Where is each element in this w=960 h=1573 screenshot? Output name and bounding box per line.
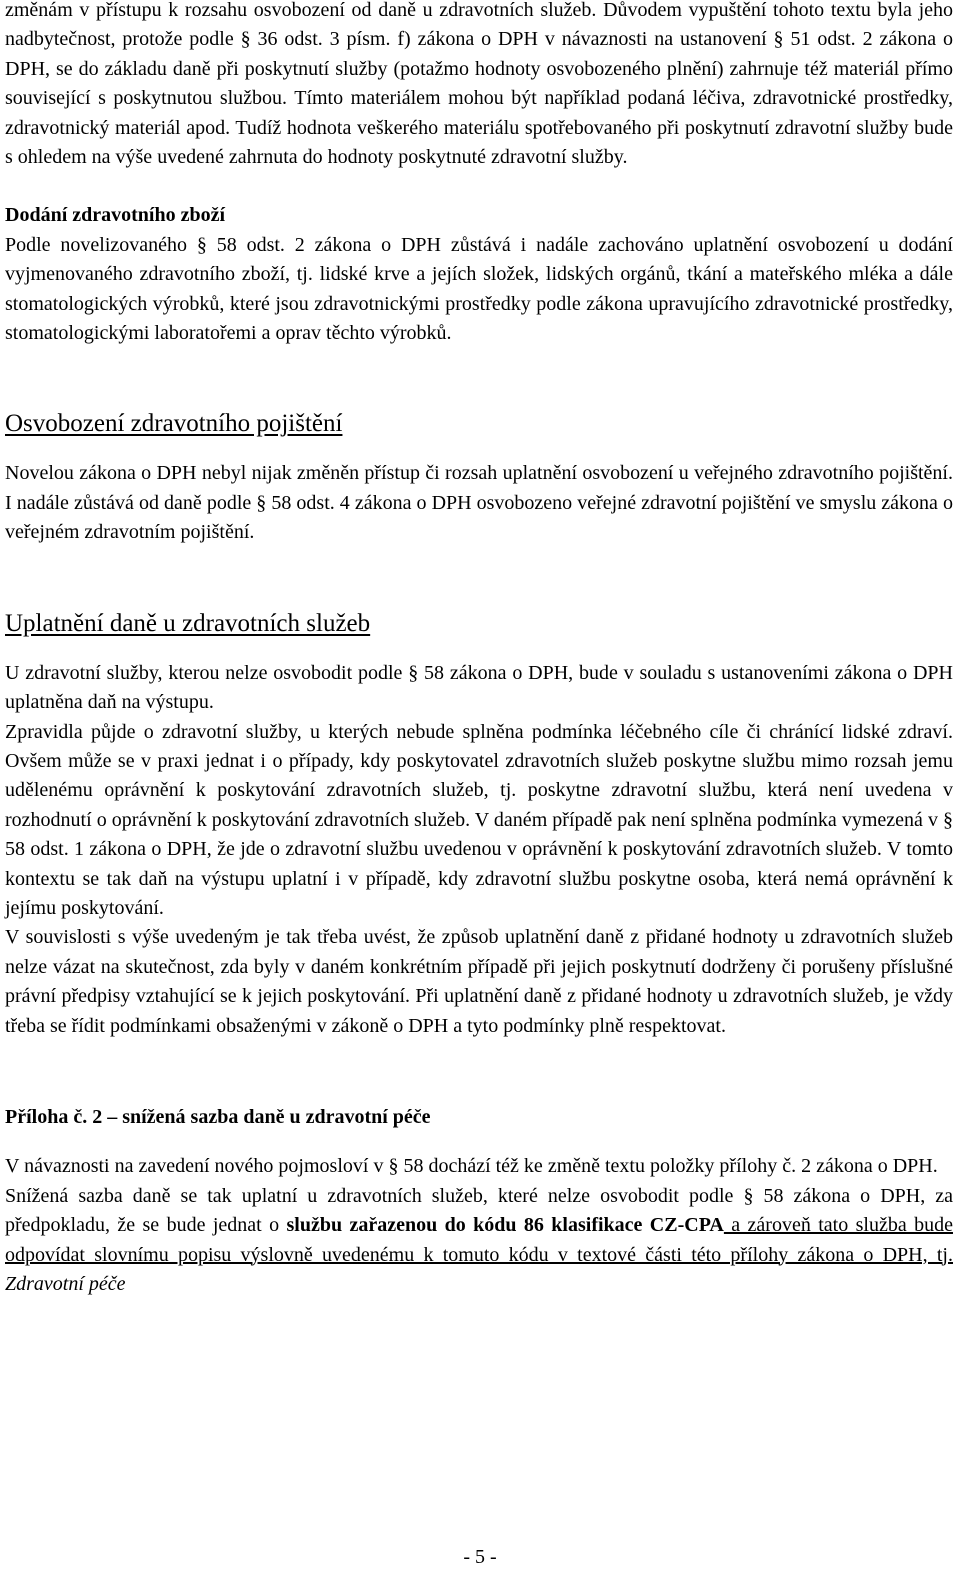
document-page	[5, 0, 953, 1299]
tax-application-paragraph-2: Zpravidla půjde o zdravotní služby, u kterých nebude splněna podmínka léčebného cíle či chránící lidské zdraví. Ovšem může se v praxi jednat i o případy, kdy poskytovatel zdravotních služeb poskytne službu mimo rozsah jemu udělenému oprávnění k poskytování zdravotních služeb, tj. poskytne zdravotní službu, která není uvedena v rozhodnutí o oprávnění k poskytování zdravotních služeb. V daném případě pak není splněna podmínka vymezená v § 58 odst. 1 zákona o DPH, že jde o zdravotní službu uvedenou v oprávnění k poskytování zdravotních služeb. V tomto kontextu se tak daň na výstupu uplatní i v případě, kdy zdravotní službu poskytne osoba, která nemá oprávnění k jejímu poskytování.	[5, 720, 953, 919]
insurance-paragraph: Novelou zákona o DPH nebyl nijak změněn přístup či rozsah uplatnění osvobození u veřejného zdravotního pojištění. I nadále zůstává od daně podle § 58 odst. 4 zákona o DPH osvobozeno veřejné zdravotní pojištění ve smyslu zákona o veřejném zdravotním pojištění.	[5, 462, 953, 544]
insurance-heading: Osvobození zdravotního pojištění	[5, 410, 343, 438]
annex-paragraph-2-text: Snížená sazba daně se tak uplatní u zdravotních služeb, které nelze osvobodit podle § 58 zákona o DPH, za předpokladu, že se bude jednat o	[5, 1184, 953, 1237]
intro-paragraph: změnám v přístupu k rozsahu osvobození od daně u zdravotních služeb. Důvodem vypuštění tohoto textu byla jeho nadbytečnost, protože podle § 36 odst. 3 písm. f) zákona o DPH v návaznosti na ustanovení § 51 odst. 2 zákona o DPH, se do základu daně při poskytnutí služby (potažmo hodnoty osvobozeného plnění) zahrnuje též materiál přímo související s poskytnutou službou. Tímto materiálem mohou být například podaná léčiva, zdravotnické prostředky, zdravotnický materiál apod. Tudíž hodnota veškerého materiálu spotřebovaného při poskytnutí zdravotní služby bude s ohledem na výše uvedené zahrnuta do hodnoty poskytnuté zdravotní služby.	[5, 0, 953, 169]
annex-underlined-text: a zároveň tato služba bude odpovídat slovnímu popisu výslovně uvedenému k tomuto kódu v textové části této přílohy zákona o DPH, tj.	[5, 1214, 953, 1266]
annex-italic-text: Zdravotní péče	[5, 1273, 126, 1295]
goods-heading: Dodání zdravotního zboží	[5, 204, 226, 227]
goods-paragraph: Podle novelizovaného § 58 odst. 2 zákona o DPH zůstává i nadále zachováno uplatnění osvobození u dodání vyjmenovaného zdravotního zboží, tj. lidské krve a jejích složek, lidských orgánů, tkání a mateřského mléka a dále stomatologických výrobků, které jsou zdravotnickými prostředky podle zákona upravujícího zdravotnické prostředky, stomatologickými laboratořemi a oprav těchto výrobků.	[5, 233, 953, 345]
tax-application-paragraph-1: U zdravotní služby, kterou nelze osvobodit podle § 58 zákona o DPH, bude v souladu s ustanoveními zákona o DPH uplatněna daň na výstupu.	[5, 661, 953, 714]
annex-paragraph-2	[5, 1182, 953, 1300]
annex-paragraph-1: V návaznosti na zavedení nového pojmosloví v § 58 dochází též ke změně textu položky přílohy č. 2 zákona o DPH.	[5, 1155, 938, 1178]
page-number: - 5 -	[463, 1546, 497, 1568]
tax-application-paragraph-3: V souvislosti s výše uvedeným je tak třeba uvést, že způsob uplatnění daně z přidané hodnoty u zdravotních služeb nelze vázat na skutečnost, zda byly v daném konkrétním případě při jejich poskytnutí dodrženy či porušeny příslušné právní předpisy vztahující se k jejich poskytování. Při uplatnění daně z přidané hodnoty u zdravotních služeb, je vždy třeba se řídit podmínkami obsaženými v zákoně o DPH a tyto podmínky plně respektovat.	[5, 926, 953, 1037]
annex-cz-cpa-code: službu zařazenou do kódu 86 klasifikace CZ-CPA	[286, 1214, 724, 1237]
tax-application-heading: Uplatnění daně u zdravotních služeb	[5, 609, 371, 637]
annex-heading: Příloha č. 2 – snížená sazba daně u zdravotní péče	[5, 1105, 431, 1128]
